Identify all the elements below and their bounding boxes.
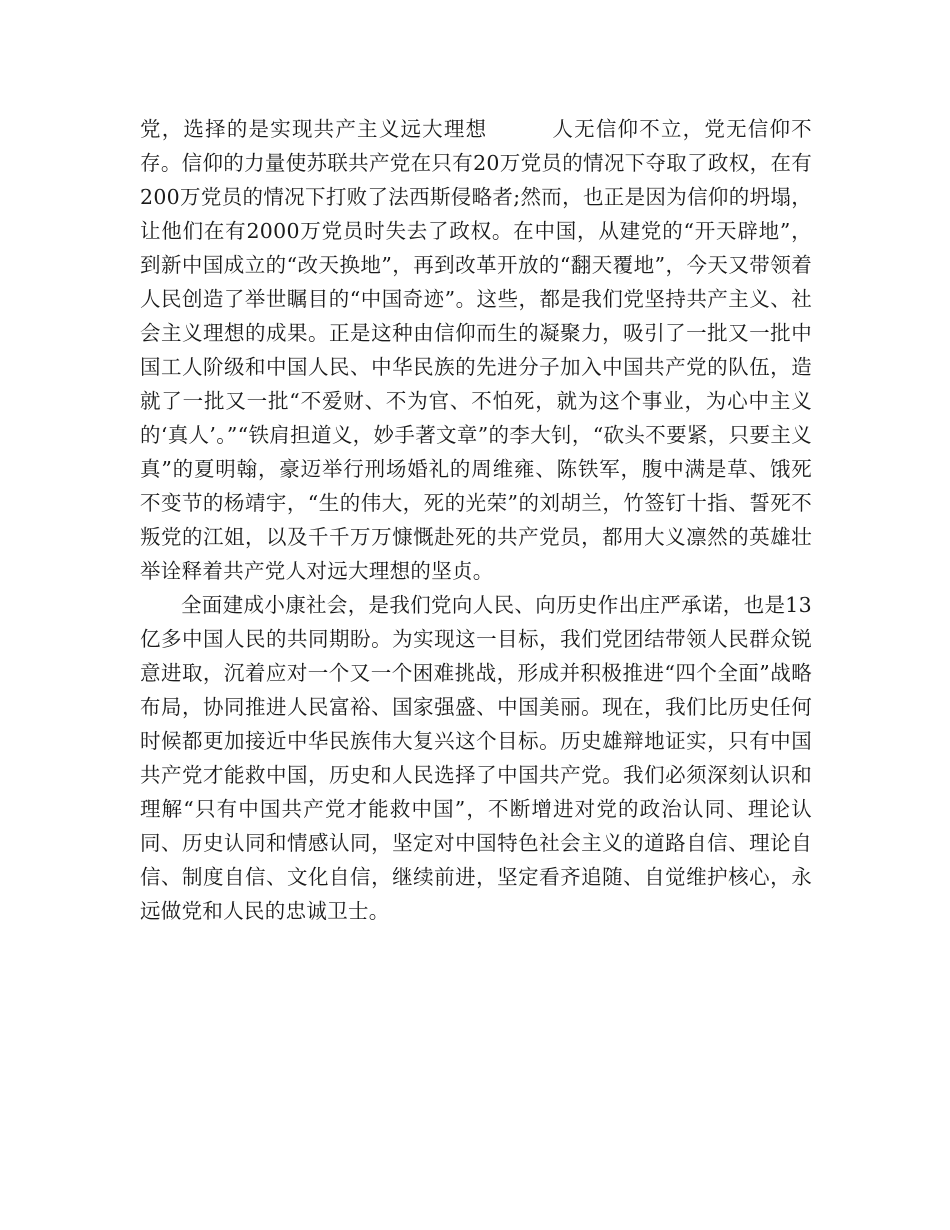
paragraph-1: 党，选择的是实现共产主义远大理想 人无信仰不立，党无信仰不存。信仰的力量使苏联共产党在只有20万党员的情况下夺取了政权，在有200万党员的情况下打败了法西斯侵略者;然而，也正是因为信仰的坍塌，让他们在有2000万党员时失去了政权。在中国，从建党的“开天辟地”，到新中国成立的“改天换地”，再到改革开放的“翻天覆地”，今天又带领着人民创造了举世瞩目的“中国奇迹”。这些，都是我们党坚持共产主义、社会主义理想的成果。正是这种由信仰而生的凝聚力，吸引了一批又一批中国工人阶级和中国人民、中华民族的先进分子加入中国共产党的队伍，造就了一批又一批“不爱财、不为官、不怕死，就为这个事业，为心中主义的‘真人’。”“铁肩担道义，妙手著文章”的李大钊，“砍头不要紧，只要主义真”的夏明翰，豪迈举行刑场婚礼的周维雍、陈铁军，腹中满是草、饿死不变节的杨靖宇，“生的伟大，死的光荣”的刘胡兰，竹签钉十指、誓死不叛党的江姐，以及千千万万慷慨赴死的共产党员，都用大义凛然的英雄壮举诠释着共产党人对远大理想的坚贞。 xyxy=(140,117,812,583)
document-body xyxy=(140,112,812,928)
paragraph-2: 全面建成小康社会，是我们党向人民、向历史作出庄严承诺，也是13亿多中国人民的共同期盼。为实现这一目标，我们党团结带领人民群众锐意进取，沉着应对一个又一个困难挑战，形成并积极推进“四个全面”战略布局，协同推进人民富裕、国家强盛、中国美丽。现在，我们比历史任何时候都更加接近中华民族伟大复兴这个目标。历史雄辩地证实，只有中国共产党才能救中国，历史和人民选择了中国共产党。我们必须深刻认识和理解“只有中国共产党才能救中国”，不断增进对党的政治认同、理论认同、历史认同和情感认同，坚定对中国特色社会主义的道路自信、理论自信、制度自信、文化自信，继续前进，坚定看齐追随、自觉维护核心，永远做党和人民的忠诚卫士。 xyxy=(140,593,812,923)
